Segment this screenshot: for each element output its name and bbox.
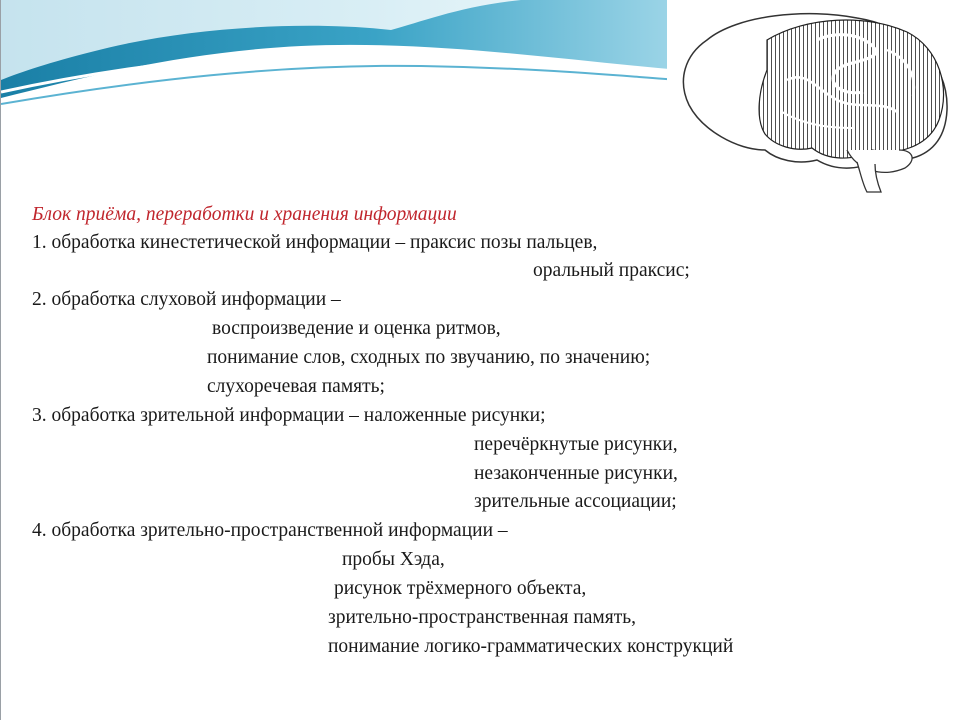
- list-item: зрительные ассоциации;: [474, 491, 677, 512]
- block-title: Блок приёма, переработки и хранения информации: [32, 204, 457, 225]
- list-item: 3. обработка зрительной информации – наложенные рисунки;: [32, 405, 546, 426]
- list-item: 4. обработка зрительно-пространственной информации –: [32, 520, 508, 541]
- list-item: понимание слов, сходных по звучанию, по значению;: [207, 347, 651, 368]
- header-wave-decoration: [1, 0, 681, 110]
- list-item: незаконченные рисунки,: [474, 463, 678, 484]
- list-item: понимание логико-грамматических конструкций: [328, 636, 734, 657]
- list-item: 2. обработка слуховой информации –: [32, 289, 341, 310]
- list-item: слухоречевая память;: [207, 376, 385, 397]
- brain-diagram-icon: [667, 0, 960, 200]
- list-item: воспроизведение и оценка ритмов,: [212, 318, 501, 339]
- list-item: пробы Хэда,: [342, 549, 445, 570]
- list-item: зрительно-пространственная память,: [328, 607, 637, 628]
- list-item: рисунок трёхмерного объекта,: [334, 578, 587, 599]
- list-item: перечёркнутые рисунки,: [474, 434, 678, 455]
- list-item: оральный праксис;: [533, 260, 690, 281]
- list-item: 1. обработка кинестетической информации – праксис позы пальцев,: [32, 232, 598, 253]
